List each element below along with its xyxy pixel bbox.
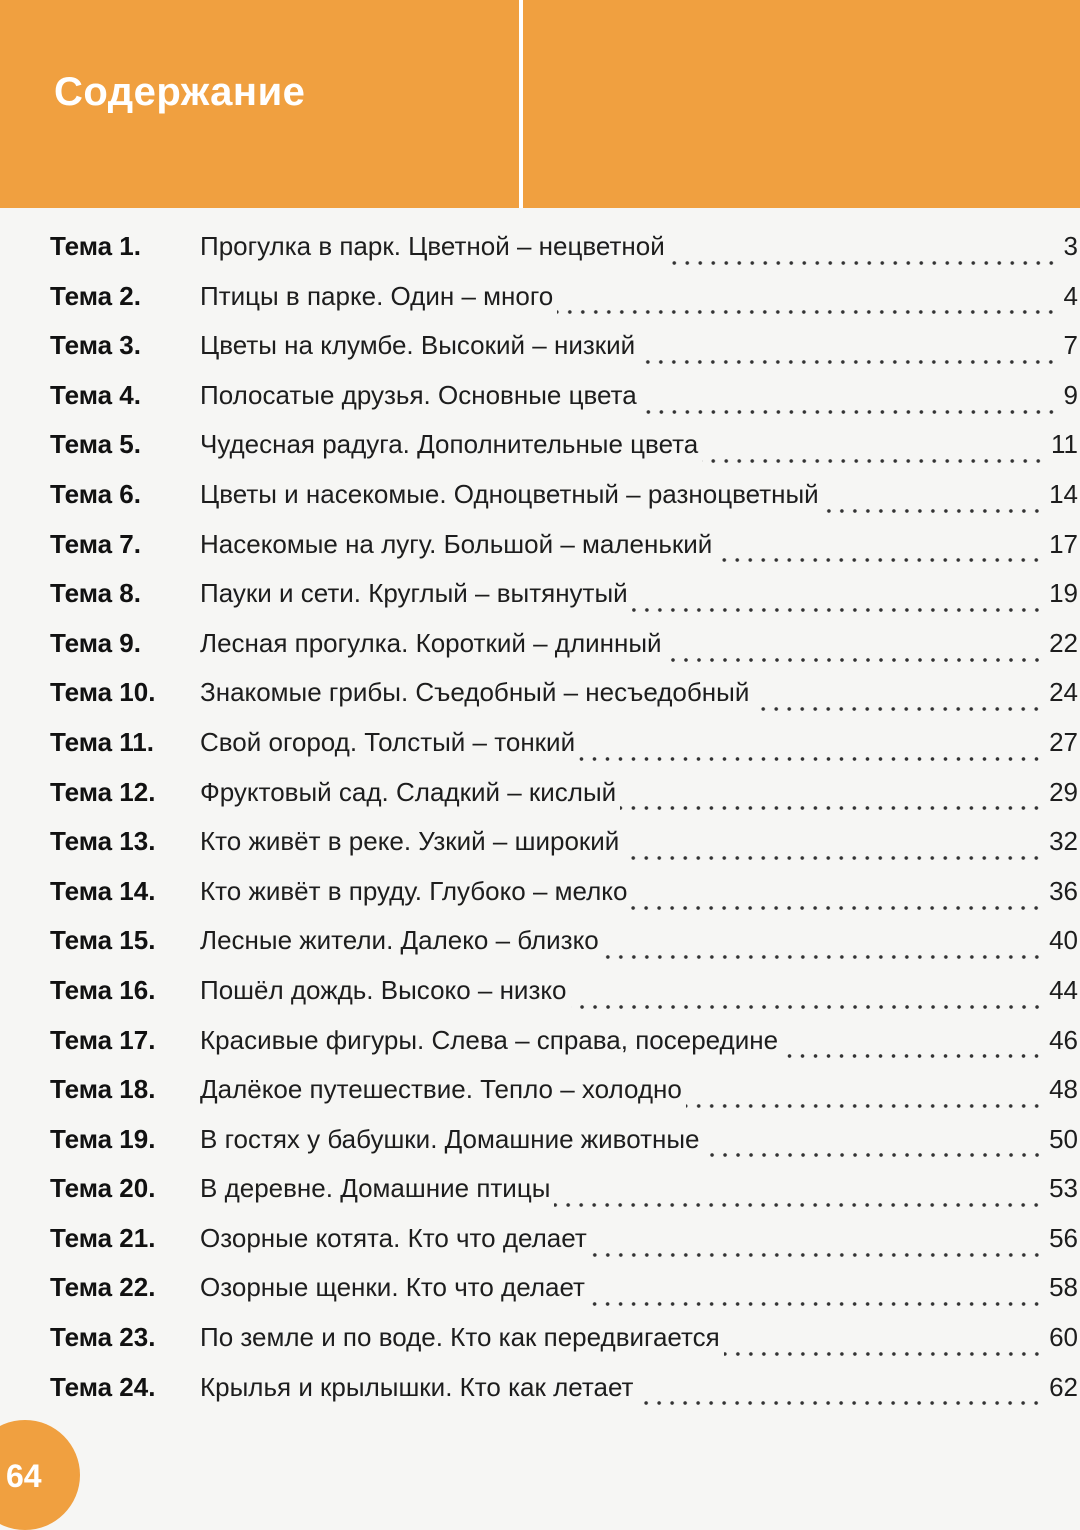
toc-leader-dots (632, 587, 1043, 613)
toc-item-label: Тема 11. (50, 726, 154, 757)
toc-item[interactable] (50, 272, 1078, 322)
toc-leader-dots (702, 438, 1045, 464)
toc-item-page: 29 (1049, 776, 1078, 807)
toc-leader-dots (571, 984, 1044, 1010)
toc-leader-dots (823, 488, 1043, 514)
toc-item-page: 36 (1049, 875, 1078, 906)
toc-item[interactable] (50, 1263, 1078, 1313)
toc-item-title: В деревне. Домашние птицы (200, 1173, 551, 1204)
toc-item[interactable] (50, 520, 1078, 570)
toc-item-page: 3 (1063, 231, 1078, 261)
toc-item[interactable] (50, 668, 1078, 718)
toc-item-title: Озорные котята. Кто что делает (200, 1222, 587, 1253)
toc-item-label: Тема 20. (50, 1173, 156, 1204)
toc-item[interactable] (50, 1016, 1078, 1066)
toc-item-page: 56 (1049, 1222, 1078, 1253)
toc-item-title: Прогулка в парк. Цветной – нецветной (200, 231, 665, 261)
toc-item-page: 40 (1049, 925, 1078, 956)
toc-leader-dots (591, 1232, 1043, 1258)
toc-item-title: Кто живёт в пруду. Глубоко – мелко (200, 875, 628, 906)
toc-item-title: Свой огород. Толстый – тонкий (200, 726, 576, 757)
toc-item-label: Тема 21. (50, 1222, 156, 1253)
toc-item-title: Пошёл дождь. Высоко – низко (200, 974, 567, 1005)
toc-item-title: Пауки и сети. Круглый – вытянутый (200, 578, 628, 609)
toc-leader-dots (753, 686, 1043, 712)
toc-leader-dots (686, 1083, 1043, 1109)
toc-item-page: 7 (1063, 330, 1078, 361)
toc-item[interactable] (50, 1214, 1078, 1264)
toc-item-title: Знакомые грибы. Съедобный – несъедобный (200, 677, 750, 708)
toc-item-label: Тема 8. (50, 578, 141, 609)
toc-leader-dots (623, 835, 1043, 861)
toc-item-label: Тема 24. (50, 1371, 156, 1402)
toc-item[interactable] (50, 1115, 1078, 1165)
toc-item-page: 50 (1049, 1123, 1078, 1154)
toc-item-title: Далёкое путешествие. Тепло – холодно (200, 1074, 682, 1105)
toc-leader-dots (620, 785, 1043, 811)
toc-leader-dots (579, 736, 1043, 762)
toc-item-page: 19 (1049, 578, 1078, 609)
toc-leader-dots (603, 934, 1043, 960)
toc-item-label: Тема 23. (50, 1322, 156, 1353)
toc-item[interactable] (50, 619, 1078, 669)
toc-item-label: Тема 18. (50, 1074, 156, 1105)
toc-item-title: Лесные жители. Далеко – близко (200, 925, 599, 956)
toc-item[interactable] (50, 470, 1078, 520)
toc-item[interactable] (50, 966, 1078, 1016)
page-title: Содержание (54, 70, 306, 114)
toc-item-label: Тема 3. (50, 330, 141, 361)
toc-item-page: 11 (1051, 429, 1078, 460)
toc-item-page: 4 (1063, 280, 1078, 311)
toc-item-label: Тема 1. (50, 231, 141, 261)
toc-leader-dots (724, 1331, 1043, 1357)
toc-item-page: 17 (1049, 528, 1078, 559)
toc-item-page: 9 (1063, 379, 1078, 410)
toc-item-label: Тема 22. (50, 1272, 156, 1303)
toc-item-page: 62 (1049, 1371, 1078, 1402)
toc-item[interactable] (50, 1065, 1078, 1115)
toc-leader-dots (669, 240, 1058, 266)
toc-item[interactable] (50, 222, 1078, 272)
toc-item-page: 58 (1049, 1272, 1078, 1303)
toc-item-title: Кто живёт в реке. Узкий – широкий (200, 826, 620, 857)
toc-item-label: Тема 15. (50, 925, 156, 956)
toc-leader-dots (704, 1132, 1044, 1158)
header-divider (519, 0, 523, 208)
toc-item-title: Чудесная радуга. Дополнительные цвета (200, 429, 699, 460)
toc-item-page: 44 (1049, 974, 1078, 1005)
toc-item[interactable] (50, 1313, 1078, 1363)
toc-item-label: Тема 17. (50, 1024, 156, 1055)
toc-item-label: Тема 6. (50, 478, 141, 509)
toc-item-page: 46 (1049, 1024, 1078, 1055)
toc-item[interactable] (50, 817, 1078, 867)
toc-item-title: Цветы на клумбе. Высокий – низкий (200, 330, 636, 361)
toc-leader-dots (639, 339, 1057, 365)
toc-item-title: По земле и по воде. Кто как передвигается (200, 1322, 720, 1353)
toc-item[interactable] (50, 371, 1078, 421)
toc-item-page: 22 (1049, 627, 1078, 658)
toc-item-title: Птицы в парке. Один – много (200, 280, 554, 311)
toc-item-page: 24 (1049, 677, 1078, 708)
toc-item-label: Тема 2. (50, 280, 141, 311)
toc-item-label: Тема 16. (50, 974, 156, 1005)
toc-item-title: Фруктовый сад. Сладкий – кислый (200, 776, 617, 807)
toc-item-title: Лесная прогулка. Короткий – длинный (200, 627, 662, 658)
toc-item-title: Цветы и насекомые. Одноцветный – разноцветный (200, 478, 819, 509)
toc-item-label: Тема 10. (50, 677, 156, 708)
toc-leader-dots (637, 1380, 1043, 1406)
table-of-contents (50, 222, 1078, 1412)
toc-item-page: 32 (1049, 826, 1078, 857)
toc-item-page: 53 (1049, 1173, 1078, 1204)
toc-item[interactable] (50, 321, 1078, 371)
toc-item-label: Тема 19. (50, 1123, 156, 1154)
toc-item-title: В гостях у бабушки. Домашние животные (200, 1123, 700, 1154)
toc-item-page: 27 (1049, 726, 1078, 757)
toc-leader-dots (782, 1033, 1043, 1059)
toc-item[interactable] (50, 569, 1078, 619)
toc-leader-dots (716, 537, 1043, 563)
toc-item-title: Красивые фигуры. Слева – справа, посередине (200, 1024, 779, 1055)
toc-item-label: Тема 5. (50, 429, 141, 460)
toc-leader-dots (557, 289, 1057, 315)
toc-item[interactable] (50, 1363, 1078, 1413)
toc-item-label: Тема 9. (50, 627, 141, 658)
toc-item[interactable] (50, 867, 1078, 917)
toc-item[interactable] (50, 1164, 1078, 1214)
toc-leader-dots (554, 1182, 1043, 1208)
toc-item[interactable] (50, 768, 1078, 818)
toc-item-title: Озорные щенки. Кто что делает (200, 1272, 585, 1303)
toc-leader-dots (666, 637, 1044, 663)
toc-item-label: Тема 13. (50, 826, 156, 857)
toc-item-page: 48 (1049, 1074, 1078, 1105)
toc-item-title: Крылья и крылышки. Кто как летает (200, 1371, 634, 1402)
page-number: 64 (6, 1458, 42, 1494)
toc-item-page: 14 (1049, 478, 1078, 509)
toc-item-label: Тема 14. (50, 875, 156, 906)
toc-item-label: Тема 4. (50, 379, 141, 410)
toc-item[interactable] (50, 420, 1078, 470)
toc-leader-dots (589, 1281, 1043, 1307)
toc-leader-dots (631, 885, 1043, 911)
toc-item-title: Полосатые друзья. Основные цвета (200, 379, 637, 410)
toc-item-title: Насекомые на лугу. Большой – маленький (200, 528, 713, 559)
toc-item-page: 60 (1049, 1322, 1078, 1353)
toc-leader-dots (641, 389, 1058, 415)
toc-item[interactable] (50, 916, 1078, 966)
header-banner (0, 0, 1080, 208)
toc-item[interactable] (50, 718, 1078, 768)
toc-item-label: Тема 7. (50, 528, 141, 559)
toc-item-label: Тема 12. (50, 776, 156, 807)
